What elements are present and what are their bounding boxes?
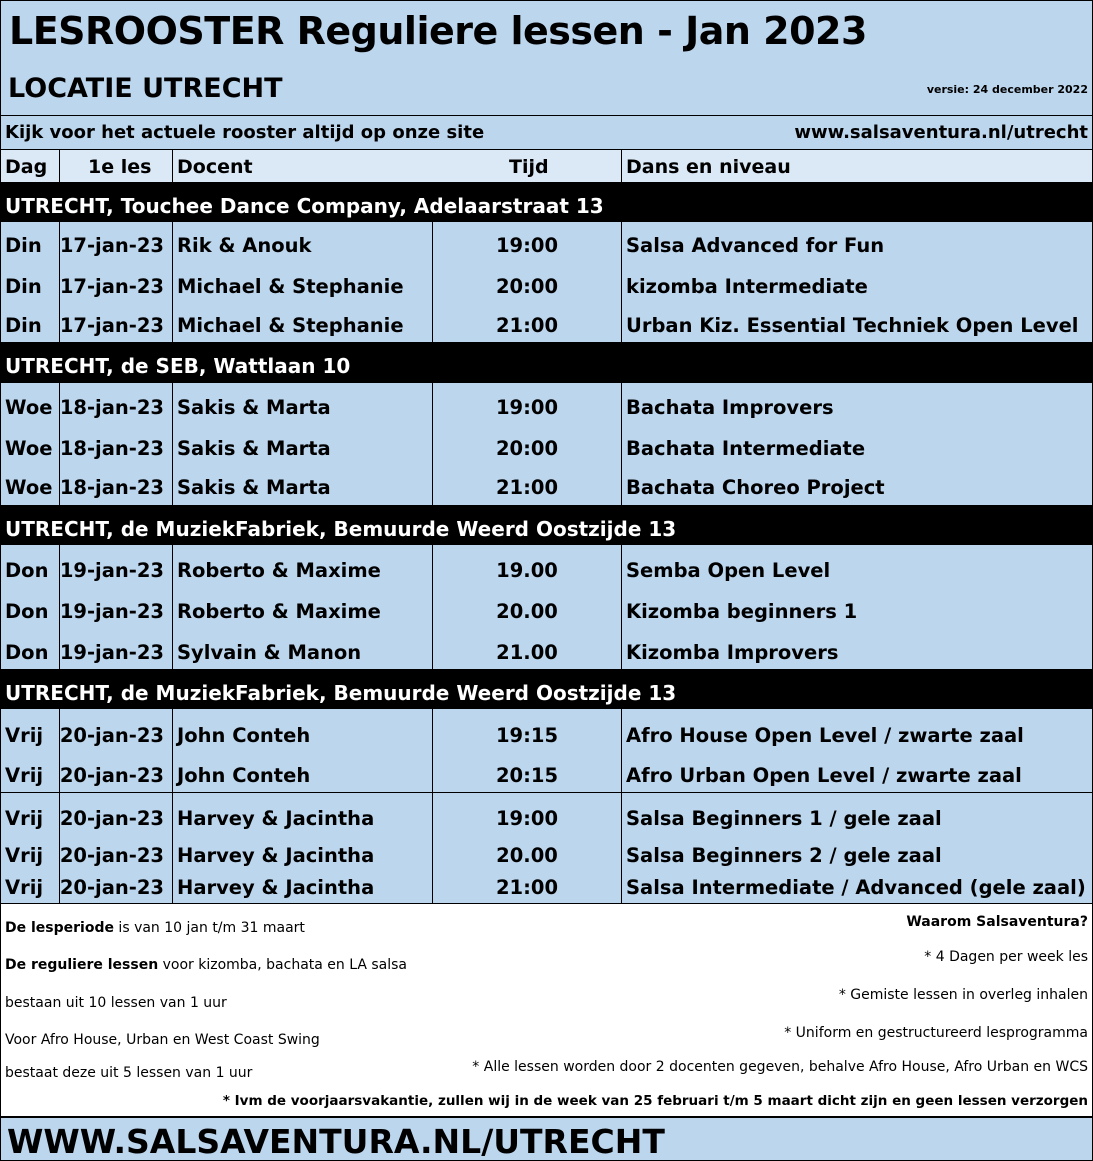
cell-les: 18-jan-23 bbox=[59, 476, 164, 499]
venue-bar: UTRECHT, Touchee Dance Company, Adelaarstraat 13 bbox=[0, 182, 1093, 222]
cell-tijd: 20.00 bbox=[496, 600, 558, 623]
cell-dans: Afro Urban Open Level / zwarte zaal bbox=[626, 764, 1022, 787]
cell-tijd: 19.00 bbox=[496, 559, 558, 582]
cell-dag: Vrij bbox=[5, 876, 44, 899]
cell-les: 18-jan-23 bbox=[59, 437, 164, 460]
cell-les: 18-jan-23 bbox=[59, 396, 164, 419]
cell-dag: Vrij bbox=[5, 724, 44, 747]
cell-docent: Harvey & Jacintha bbox=[177, 844, 375, 867]
cell-dag: Vrij bbox=[5, 807, 44, 830]
cell-tijd: 19:00 bbox=[495, 234, 559, 257]
col-docent bbox=[172, 793, 432, 903]
footer-url[interactable]: WWW.SALSAVENTURA.NL/UTRECHT bbox=[7, 1122, 665, 1161]
cell-docent: John Conteh bbox=[177, 724, 311, 747]
location-title: LOCATIE UTRECHT bbox=[8, 73, 283, 104]
venue-bar: UTRECHT, de MuziekFabriek, Bemuurde Weerd Oostzijde 13 bbox=[0, 669, 1093, 709]
info-regular-text: voor kizomba, bachata en LA salsa bbox=[158, 957, 408, 973]
cell-dans: Salsa Beginners 2 / gele zaal bbox=[626, 844, 942, 867]
col-dans bbox=[621, 383, 1093, 505]
cell-dans: Semba Open Level bbox=[626, 559, 831, 582]
title-block bbox=[0, 0, 1093, 115]
header-dag: Dag bbox=[5, 156, 48, 178]
cell-dag: Woe bbox=[5, 476, 53, 499]
col-les bbox=[59, 383, 172, 505]
info-ten-lessons: bestaan uit 10 lessen van 1 uur bbox=[5, 995, 227, 1011]
cell-docent: Sylvain & Manon bbox=[177, 641, 362, 664]
cell-tijd: 20:00 bbox=[495, 437, 559, 460]
cell-docent: John Conteh bbox=[177, 764, 311, 787]
cell-dans: Urban Kiz. Essential Techniek Open Level bbox=[626, 314, 1079, 337]
cell-dag: Vrij bbox=[5, 844, 44, 867]
col-tijd bbox=[432, 793, 621, 903]
cell-les: 17-jan-23 bbox=[59, 275, 164, 298]
why-bullet-3: * Uniform en gestructureerd lesprogramma bbox=[784, 1025, 1088, 1041]
col-dag bbox=[1, 222, 59, 342]
info-regular-label: De reguliere lessen bbox=[5, 957, 159, 973]
cell-les: 19-jan-23 bbox=[59, 600, 164, 623]
col-docent bbox=[172, 545, 432, 669]
col-les bbox=[59, 545, 172, 669]
cell-docent: Roberto & Maxime bbox=[177, 600, 381, 623]
info-panel bbox=[0, 903, 1093, 1117]
header-tijd: Tijd bbox=[509, 156, 549, 178]
col-les bbox=[59, 222, 172, 342]
info-period-label: De lesperiode bbox=[5, 920, 114, 936]
cell-tijd: 20:15 bbox=[495, 764, 559, 787]
cell-les: 20-jan-23 bbox=[59, 844, 164, 867]
cell-dag: Din bbox=[5, 234, 42, 257]
cell-dag: Vrij bbox=[5, 764, 44, 787]
col-dag bbox=[1, 709, 59, 792]
cell-les: 20-jan-23 bbox=[59, 724, 164, 747]
cell-docent: Michael & Stephanie bbox=[177, 275, 404, 298]
cell-dans: Salsa Beginners 1 / gele zaal bbox=[626, 807, 942, 830]
col-tijd bbox=[432, 545, 621, 669]
col-dans bbox=[621, 793, 1093, 903]
row-group bbox=[0, 222, 1093, 342]
why-bullet-2: * Gemiste lessen in overleg inhalen bbox=[838, 987, 1088, 1003]
col-docent bbox=[172, 383, 432, 505]
why-heading: Waarom Salsaventura? bbox=[906, 914, 1088, 930]
col-les bbox=[59, 709, 172, 792]
venue-bar: UTRECHT, de MuziekFabriek, Bemuurde Weerd Oostzijde 13 bbox=[0, 505, 1093, 545]
cell-dans: Salsa Advanced for Fun bbox=[626, 234, 885, 257]
cell-les: 20-jan-23 bbox=[59, 764, 164, 787]
col-dag bbox=[1, 793, 59, 903]
cell-tijd: 20.00 bbox=[496, 844, 558, 867]
info-five-lessons: bestaat deze uit 5 lessen van 1 uur bbox=[5, 1065, 253, 1081]
cell-docent: Harvey & Jacintha bbox=[177, 807, 375, 830]
cell-tijd: 21:00 bbox=[495, 476, 559, 499]
cell-tijd: 19:15 bbox=[495, 724, 559, 747]
cell-dans: Salsa Intermediate / Advanced (gele zaal) bbox=[626, 876, 1086, 899]
row-group bbox=[0, 709, 1093, 792]
cell-dans: kizomba Intermediate bbox=[626, 275, 868, 298]
cell-dag: Din bbox=[5, 275, 42, 298]
holiday-notice: * Ivm de voorjaarsvakantie, zullen wij in de week van 25 februari t/m 5 maart dicht zijn en geen lessen verzorgen bbox=[222, 1093, 1088, 1109]
cell-dans: Bachata Intermediate bbox=[626, 437, 866, 460]
cell-tijd: 21:00 bbox=[495, 876, 559, 899]
footer bbox=[0, 1117, 1093, 1161]
cell-les: 20-jan-23 bbox=[59, 876, 164, 899]
why-bullet-4: * Alle lessen worden door 2 docenten gegeven, behalve Afro House, Afro Urban en WCS bbox=[472, 1059, 1088, 1075]
cell-tijd: 19:00 bbox=[495, 807, 559, 830]
cell-dans: Bachata Choreo Project bbox=[626, 476, 885, 499]
cell-dans: Afro House Open Level / zwarte zaal bbox=[626, 724, 1024, 747]
col-tijd bbox=[432, 222, 621, 342]
cell-docent: Michael & Stephanie bbox=[177, 314, 404, 337]
cell-docent: Rik & Anouk bbox=[177, 234, 312, 257]
cell-les: 17-jan-23 bbox=[59, 234, 164, 257]
notice-text: Kijk voor het actuele rooster altijd op onze site bbox=[5, 122, 485, 143]
cell-tijd: 21:00 bbox=[495, 314, 559, 337]
cell-dag: Din bbox=[5, 314, 42, 337]
cell-docent: Roberto & Maxime bbox=[177, 559, 381, 582]
col-dans bbox=[621, 545, 1093, 669]
cell-docent: Sakis & Marta bbox=[177, 476, 331, 499]
header-docent: Docent bbox=[172, 150, 432, 182]
col-docent bbox=[172, 222, 432, 342]
site-link[interactable]: www.salsaventura.nl/utrecht bbox=[794, 122, 1088, 143]
cell-les: 19-jan-23 bbox=[59, 641, 164, 664]
cell-tijd: 20:00 bbox=[495, 275, 559, 298]
col-dans bbox=[621, 222, 1093, 342]
notice-bar bbox=[0, 115, 1093, 149]
row-group bbox=[0, 792, 1093, 903]
version-label: versie: 24 december 2022 bbox=[926, 83, 1088, 96]
venue-bar: UTRECHT, de SEB, Wattlaan 10 bbox=[0, 342, 1093, 383]
col-dans bbox=[621, 709, 1093, 792]
cell-docent: Sakis & Marta bbox=[177, 396, 331, 419]
cell-docent: Sakis & Marta bbox=[177, 437, 331, 460]
cell-les: 17-jan-23 bbox=[59, 314, 164, 337]
why-bullet-1: * 4 Dagen per week les bbox=[924, 949, 1088, 965]
page-title: LESROOSTER Reguliere lessen - Jan 2023 bbox=[9, 9, 867, 53]
row-group bbox=[0, 545, 1093, 669]
col-tijd bbox=[432, 709, 621, 792]
col-docent bbox=[172, 709, 432, 792]
info-afro-house: Voor Afro House, Urban en West Coast Swing bbox=[5, 1032, 320, 1048]
cell-dag: Woe bbox=[5, 396, 53, 419]
cell-dag: Don bbox=[5, 600, 49, 623]
cell-dag: Woe bbox=[5, 437, 53, 460]
table-header bbox=[0, 149, 1093, 182]
header-les: 1e les bbox=[59, 150, 172, 182]
info-regular bbox=[5, 957, 407, 973]
cell-docent: Harvey & Jacintha bbox=[177, 876, 375, 899]
header-dans: Dans en niveau bbox=[621, 150, 1093, 182]
col-tijd bbox=[432, 383, 621, 505]
cell-dag: Don bbox=[5, 641, 49, 664]
cell-dans: Kizomba beginners 1 bbox=[626, 600, 858, 623]
cell-tijd: 21.00 bbox=[496, 641, 558, 664]
info-period bbox=[5, 920, 305, 936]
cell-les: 20-jan-23 bbox=[59, 807, 164, 830]
cell-dans: Bachata Improvers bbox=[626, 396, 834, 419]
col-dag bbox=[1, 383, 59, 505]
col-les bbox=[59, 793, 172, 903]
col-dag bbox=[1, 545, 59, 669]
row-group bbox=[0, 383, 1093, 505]
cell-tijd: 19:00 bbox=[495, 396, 559, 419]
cell-les: 19-jan-23 bbox=[59, 559, 164, 582]
info-period-text: is van 10 jan t/m 31 maart bbox=[113, 920, 305, 936]
cell-dans: Kizomba Improvers bbox=[626, 641, 839, 664]
cell-dag: Don bbox=[5, 559, 49, 582]
